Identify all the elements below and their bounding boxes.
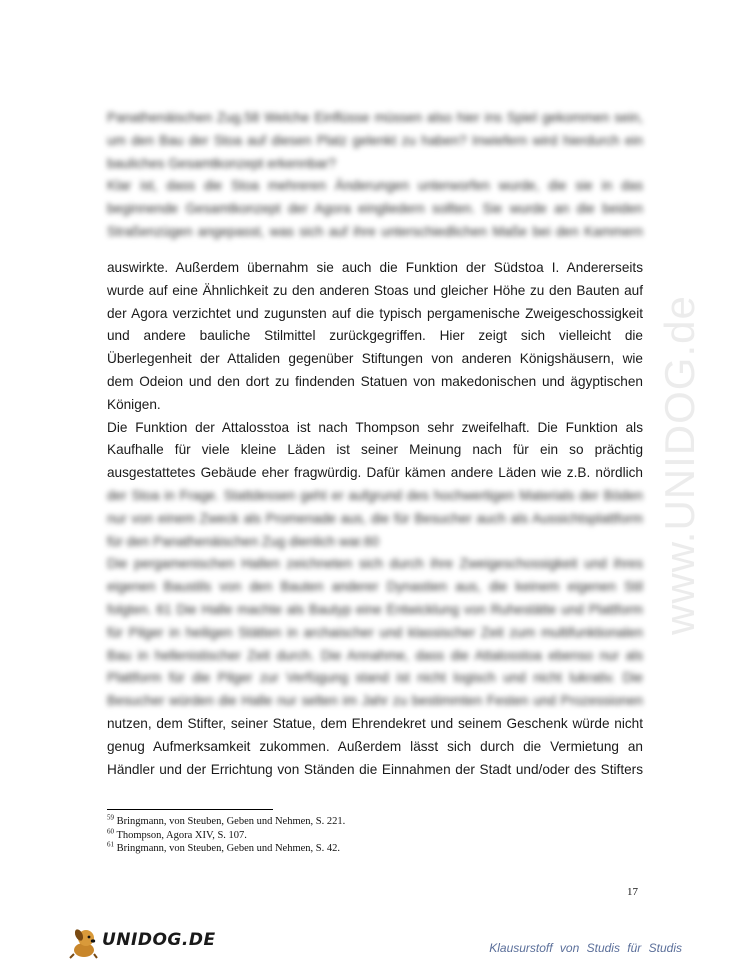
text-line: Bau in hellenistischer Zeit durch. Die Annahme, dass die Attalosstoa ebenso nur als — [107, 647, 643, 663]
dog-mascot-icon — [66, 924, 102, 960]
page-number: 17 — [627, 886, 638, 898]
footnote — [107, 815, 507, 829]
text-line: nutzen, dem Stifter, seiner Statue, dem Ehrendekret und seinem Geschenk würde nicht — [107, 716, 643, 731]
text-line: dem Odeion und den dort zu findenden Statuen von makedonischen und ägyptischen — [107, 373, 643, 389]
footnote-text: Bringmann, von Steuben, Geben und Nehmen, S. 42. — [116, 843, 341, 854]
footnote — [107, 842, 507, 856]
footnote-number: 60 — [107, 827, 114, 835]
text-line: der Stoa in Frage. Stattdessen geht er aufgrund des hochwertigen Materials der Böden — [107, 488, 643, 503]
text-line: Panathenäischen Zug.58 Welche Einflüsse müssen also hier ins Spiel gekommen sein, — [107, 110, 643, 125]
text-line: Kaufhalle für viele kleine Läden ist seiner Meinung nach für ein so prächtig — [107, 442, 643, 458]
text-line: Besucher würden die Halle nur selten im Jahr zu bestimmten Festen und Prozessionen — [107, 693, 643, 709]
text-line: genug Aufmerksamkeit zukommen. Außerdem lässt sich durch die Vermietung an — [107, 738, 643, 754]
text-line: folgten. 61 Die Halle machte als Bautyp eine Entwicklung von Ruhestätte und Plattform — [107, 601, 643, 617]
text-line: nur von einem Zweck als Promenade aus, die für Besucher auch als Aussichtsplattform — [107, 510, 643, 526]
text-line: Königen. — [107, 396, 161, 412]
text-line: Händler und der Errichtung von Ständen die Einnahmen der Stadt und/oder des Stifters — [107, 761, 643, 777]
footnote-number: 59 — [107, 813, 114, 822]
footnote — [107, 829, 507, 843]
text-line: wurde auf eine Ähnlichkeit zu den anderen Stoas und gleicher Höhe zu den Bauten auf — [107, 282, 643, 298]
text-line: Die Funktion der Attalosstoa ist nach Thompson sehr zweifelhaft. Die Funktion als — [107, 419, 643, 435]
body-text-visible-2 — [107, 713, 643, 781]
text-line: bauliches Gesamtkonzept erkennbar? — [107, 155, 336, 171]
text-line: Straßenzügen angepasst, was sich auf ihre unterschiedlichen Maße bei den Kammern — [107, 223, 643, 239]
unidog-logo — [66, 922, 216, 962]
footnotes — [107, 815, 507, 856]
text-line: der Agora verzichtet und zugunsten auf die typisch pergamenische Zweigeschossigkeit — [107, 305, 643, 321]
footnote-divider — [107, 809, 273, 810]
text-line: um den Bau der Stoa auf diesen Platz gelenkt zu haben? Inwiefern wird hierdurch ein — [107, 132, 643, 148]
text-line: eigenen Baustils von den Bauten anderer Dynastien aus, die keinem eigenen Stil — [107, 579, 643, 595]
text-line: Klar ist, dass die Stoa mehreren Änderungen unterworfen wurde, die sie in das — [107, 178, 643, 194]
text-line: Plattform für die Pilger zur Verfügung stand ist nicht logisch und nicht lukrativ. Die — [107, 670, 643, 686]
body-text-visible-1 — [107, 257, 643, 485]
text-line: für Pilger in heiligen Stätten in archaischer und klassischer Zeit zum multifunktionalen — [107, 624, 643, 640]
watermark — [655, 245, 705, 685]
text-line: Die pergamenischen Hallen zeichneten sich durch ihre Zweigeschossigkeit und ihres — [107, 556, 643, 572]
footnote-text: Bringmann, von Steuben, Geben und Nehmen, S. 221. — [116, 816, 346, 827]
text-line: und andere bauliche Stilmittel zurückgegriffen. Hier zeigt sich vielleicht die — [107, 328, 643, 344]
logo-text: UNIDOG.DE — [102, 930, 216, 950]
footnote-number: 61 — [107, 840, 114, 849]
text-line: ausgestattetes Gebäude eher fragwürdig. Dafür kämen andere Läden wie z.B. nördlich — [107, 465, 643, 481]
text-line: für den Panathenäischen Zug dienlich war.60 — [107, 533, 380, 549]
text-line: Überlegenheit der Attaliden gegenüber Stiftungen von anderen Königshäusern, wie — [107, 351, 643, 367]
watermark-text: www.UNIDOG.de — [656, 295, 703, 635]
tagline: Klausurstoff von Studis für Studis — [489, 941, 682, 955]
text-line: auswirkte. Außerdem übernahm sie auch die Funktion der Südstoa I. Andererseits — [107, 260, 643, 275]
text-line: beginnende Gesamtkonzept der Agora eingliedern sollten. Sie wurde an die beiden — [107, 201, 643, 217]
body-text-blurred-top — [107, 107, 643, 244]
body-text-blurred-middle — [107, 485, 643, 713]
footnote-text: Thompson, Agora XIV, S. 107. — [116, 829, 247, 841]
